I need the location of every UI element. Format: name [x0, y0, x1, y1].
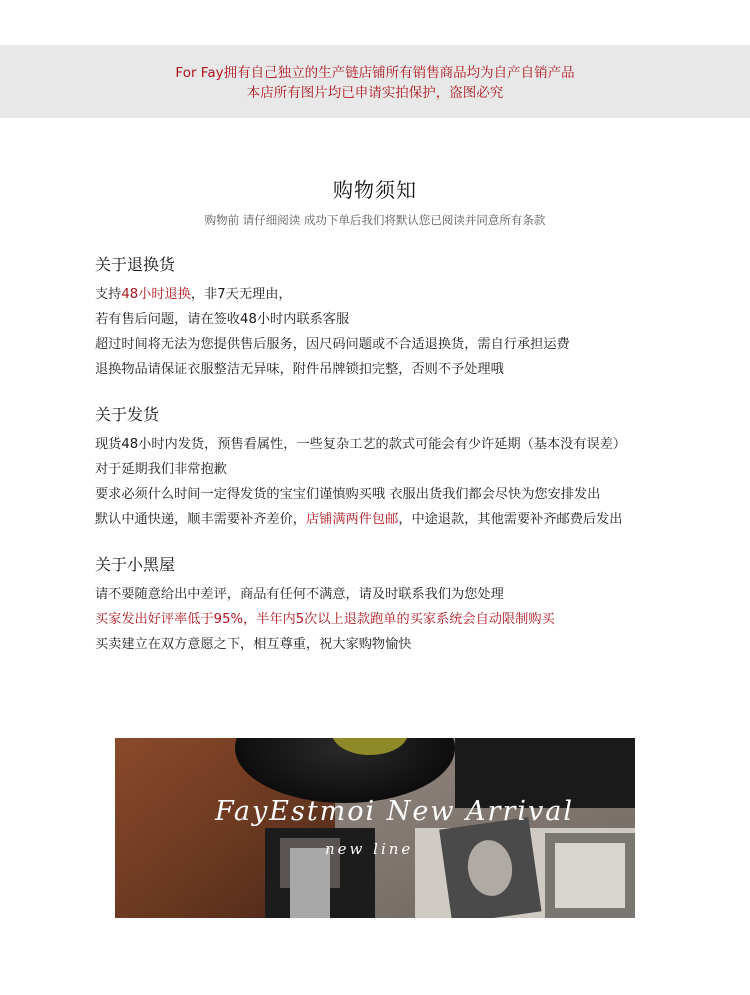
shipping-line-1: 现货48小时内发货，预售看属性，一些复杂工艺的款式可能会有少许延期（基本没有误差） — [95, 437, 627, 452]
page-title: 购物须知 — [333, 178, 417, 202]
blacklist-line-2: 买家发出好评率低于95%，半年内5次以上退款跑单的买家系统会自动限制购买 — [95, 612, 555, 627]
returns-line-3: 超过时间将无法为您提供售后服务，因尺码问题或不合适退换货，需自行承担运费 — [95, 337, 570, 352]
section-heading-blacklist: 关于小黑屋 — [95, 555, 176, 574]
returns-line-4: 退换物品请保证衣服整洁无异味，附件吊牌锁扣完整，否则不予处理哦 — [95, 362, 504, 377]
text-segment: 支持 — [95, 287, 122, 302]
top-notice-banner — [0, 45, 750, 118]
blacklist-line-1: 请不要随意给出中差评，商品有任何不满意，请及时联系我们为您处理 — [95, 587, 504, 602]
section-heading-shipping: 关于发货 — [95, 405, 160, 424]
section-returns-body — [95, 282, 715, 382]
photo-script-subtitle: new line — [325, 840, 414, 858]
text-segment: ，非7天无理由， — [190, 287, 292, 302]
blacklist-line-3: 买卖建立在双方意愿之下，相互尊重，祝大家购物愉快 — [95, 637, 412, 652]
page-subtitle: 购物前 请仔细阅读 成功下单后我们将默认您已阅读并同意所有条款 — [204, 213, 546, 227]
banner-line-2: 本店所有图片均已申请实拍保护，盗图必究 — [246, 85, 504, 101]
shipping-line-3: 要求必须什么时间一定得发货的宝宝们谨慎购买哦 衣服出货我们都会尽快为您安排发出 — [95, 487, 601, 502]
highlight-free-shipping: 店铺满两件包邮 — [306, 512, 399, 527]
new-arrival-photo — [115, 738, 635, 918]
text-segment: ，中途退款，其他需要补齐邮费后发出 — [398, 512, 623, 527]
photo-illustration — [115, 738, 635, 918]
highlight-48h-return: 48小时退换 — [121, 287, 191, 302]
returns-line-2: 若有售后问题，请在签收48小时内联系客服 — [95, 312, 350, 327]
section-heading-returns: 关于退换货 — [95, 255, 176, 274]
shipping-line-4 — [95, 507, 715, 532]
section-blacklist-body — [95, 582, 715, 657]
banner-line-1: For Fay拥有自己独立的生产链店铺所有销售商品均为自产自销产品 — [175, 65, 575, 81]
returns-line-1 — [95, 282, 715, 307]
shipping-line-2: 对于延期我们非常抱歉 — [95, 462, 227, 477]
section-shipping-body — [95, 432, 715, 532]
text-segment: 默认中通快递，顺丰需要补齐差价， — [95, 512, 306, 527]
photo-script-title: FayEstmoi New Arrival — [215, 796, 574, 827]
